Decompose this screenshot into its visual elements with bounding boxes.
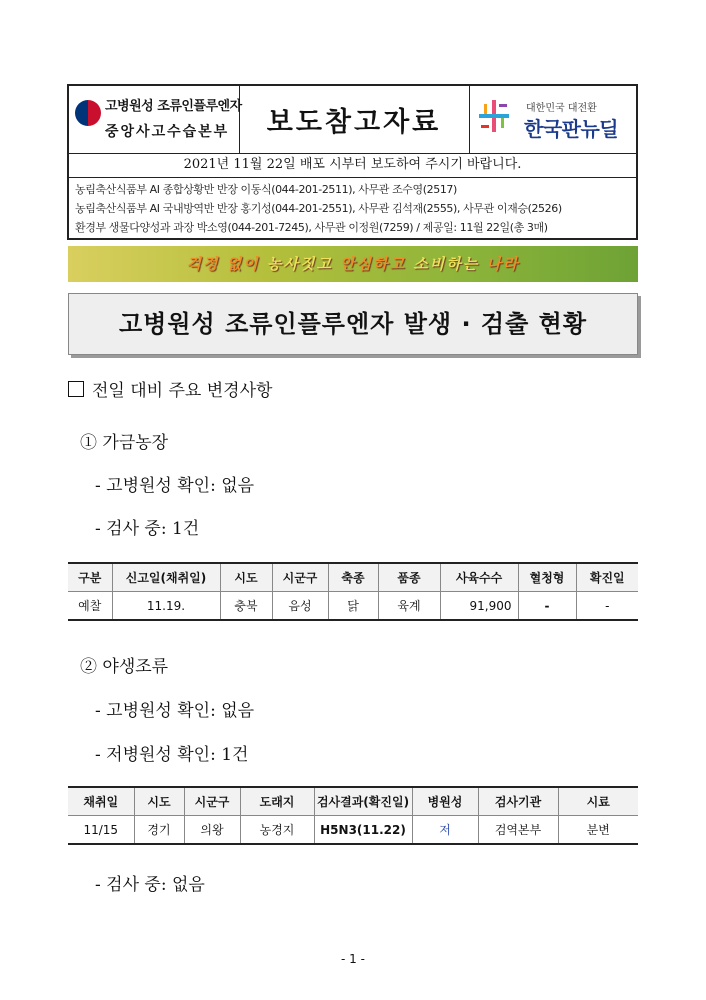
government-emblem-icon [75,100,101,126]
section-heading-text: 전일 대비 주요 변경사항 [92,381,273,401]
wild-lpai-line: - 저병원성 확인: 1건 [95,745,249,765]
col-header: 검사결과(확진일) [314,787,412,816]
main-title: 고병원성 조류인플루엔자 발생 · 검출 현황 [118,310,588,338]
table-cell: 분변 [558,816,638,845]
table-row [68,592,638,621]
slogan-part-4: 소비하는 [413,255,487,273]
table-cell: 의왕 [184,816,240,845]
doc-type-cell [239,86,470,153]
contact-line-2: 농림축산식품부 AI 국내방역반 반장 홍기성(044-201-2551), 사무관 김석재(2555), 사무관 이재승(2526) [75,202,562,215]
table-cell: - [518,592,576,621]
table-cell: 검역본부 [478,816,558,845]
wild-table-header [68,787,638,816]
wild-testing-line: - 검사 중: 없음 [95,875,205,895]
farm-table-header [68,563,638,592]
table-cell: 음성 [272,592,328,621]
org-cell [69,86,240,153]
farm-table [68,562,638,621]
table-cell: 저 [412,816,478,845]
wild-hpai-line: - 고병원성 확인: 없음 [95,701,255,721]
doc-type-title: 보도참고자료 [266,107,442,138]
slogan-text [68,246,638,282]
col-header: 병원성 [412,787,478,816]
col-header: 시도 [134,787,184,816]
col-header: 축종 [328,563,378,592]
slogan-part-5: 나라 [486,255,520,273]
wild-heading: ② 야생조류 [80,657,169,677]
table-cell: 경기 [134,816,184,845]
slogan-part-1: 걱정 없이 [186,255,267,273]
farm-heading: ① 가금농장 [80,433,169,453]
table-cell: 11.19. [112,592,220,621]
col-header: 채취일 [68,787,134,816]
farm-testing-line: - 검사 중: 1건 [95,519,200,539]
col-header: 품종 [378,563,440,592]
press-header [67,84,638,240]
slogan-banner [68,246,638,282]
table-cell: 91,900 [440,592,518,621]
brand-name: 한국판뉴딜 [524,117,619,141]
table-row [68,816,638,845]
page-number: - 1 - [341,952,365,966]
table-cell: H5N3(11.22) [314,816,412,845]
section-heading [68,376,272,401]
col-header: 도래지 [240,787,314,816]
checkbox-square-icon [68,381,84,397]
brand-subtitle: 대한민국 대전환 [526,103,597,114]
col-header: 검사기관 [478,787,558,816]
col-header: 확진일 [576,563,638,592]
brand-cell [469,86,636,153]
table-cell: 예찰 [68,592,112,621]
col-header: 시군구 [184,787,240,816]
col-header: 구분 [68,563,112,592]
new-deal-logo-icon [477,98,511,134]
table-cell: 닭 [328,592,378,621]
col-header: 신고일(채취일) [112,563,220,592]
slogan-part-2: 농사짓고 [266,255,341,273]
contact-line-1: 농림축산식품부 AI 종합상황반 반장 이동식(044-201-2511), 사무관 조수영(2517) [75,183,457,196]
col-header: 혈청형 [518,563,576,592]
col-header: 시료 [558,787,638,816]
col-header: 사육수수 [440,563,518,592]
wild-table [68,786,638,845]
table-cell: 충북 [220,592,272,621]
table-cell: - [576,592,638,621]
org-name-line2: 중앙사고수습본부 [105,124,230,140]
main-title-box [68,293,638,355]
slogan-part-3: 안심하고 [340,255,414,273]
distribution-notice: 2021년 11월 22일 배포 시부터 보도하여 주시기 바랍니다. [69,153,636,178]
org-name-line1: 고병원성 조류인플루엔자 [105,99,242,114]
col-header: 시도 [220,563,272,592]
table-cell: 농경지 [240,816,314,845]
contact-line-3: 환경부 생물다양성과 과장 박소영(044-201-7245), 사무관 이정원(7259) / 제공일: 11월 22일(총 3매) [75,221,548,234]
farm-confirmed-line: - 고병원성 확인: 없음 [95,476,255,496]
table-cell: 11/15 [68,816,134,845]
col-header: 시군구 [272,563,328,592]
table-cell: 육계 [378,592,440,621]
header-top-row [69,86,636,154]
